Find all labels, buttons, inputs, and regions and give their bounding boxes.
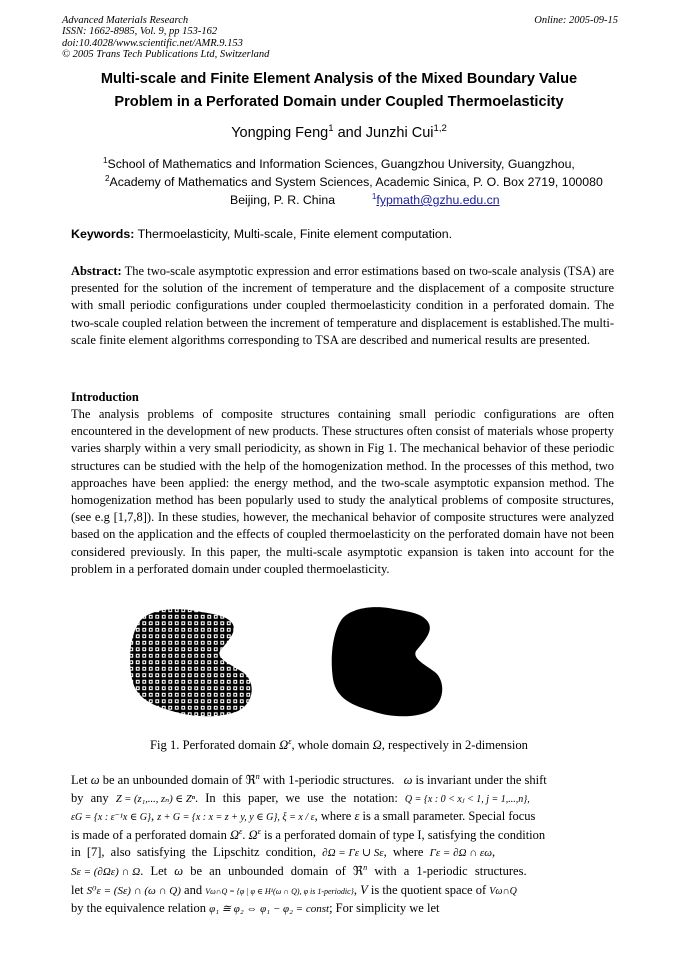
t: ; For simplicity we let <box>329 901 440 916</box>
paper-title <box>40 68 638 114</box>
figure-caption <box>0 738 678 753</box>
caption-omega: Ω <box>372 738 382 752</box>
perforated-domain-figure <box>128 607 258 719</box>
t: let <box>71 882 87 897</box>
abstract-text: The two-scale asymptotic expression and error estimations based on two-scale analysis (TSA) are presented for the solution of the increment of temperature and the displacement of a composite structure with small periodic configurations under coupled thermoelasticity condition in a perforated domain. The two-scale coupled relation between the increment of temperature and displacement is established.The multi-scale finite element algorithms corresponding to TSA are described and numerical results are presented. <box>71 264 614 347</box>
t: , <box>150 809 158 824</box>
m-Zdef: Z = (z₁,..., zₙ) ∈ Zⁿ <box>115 793 195 805</box>
t: by the equivalence relation <box>71 901 210 916</box>
journal-header <box>62 15 269 61</box>
m-S0: S⁰ε = (Sε) ∩ (ω ∩ Q) <box>86 884 181 897</box>
affiliation-city: Beijing, P. R. China <box>230 193 336 207</box>
caption-eps-sup: ε <box>288 736 292 746</box>
t: by any <box>71 790 116 805</box>
online-date: Online: 2005-09-15 <box>534 15 618 26</box>
affiliation-1-text: School of Mathematics and Information Sciences, Guangzhou University, Guangzhou, <box>107 157 575 171</box>
doi: doi:10.4028/www.scientific.net/AMR.9.153 <box>62 37 243 49</box>
introduction-text: The analysis problems of composite structures containing small periodic configurations are often encountered in the development of new products. These structures often consist of materials whose property varies sharply within a very small periodicity, as shown in Fig 1. The mechanical behavior of these periodic structures can be studied with the help of the homogenization method. In the processes of this method, two approaches have been applied: the energy method, and the two-scale asymptotic expansion method. The homogenization method has been popularly used to study the analytical problems of composite structures, (see e.g [1,7,8]). In these studies, however, the mechanical behavior of composite structures were analyzed based on the application and the effects of coupled thermoelasticity on the perforated domain have not been considered previously. In this paper, the multi-scale asymptotic expansion is taken into account for the problem in a perforated domain under coupled thermoelasticity. <box>71 407 614 576</box>
introduction-heading: Introduction <box>71 390 139 404</box>
m-omega: ω <box>90 773 100 787</box>
t: , where <box>383 845 430 860</box>
m-Omega: Ω <box>229 827 240 842</box>
author-2: Junzhi Cui <box>365 125 434 141</box>
affiliation-city-line <box>230 192 500 208</box>
authors <box>0 125 678 141</box>
title-line-2: Problem in a Perforated Domain under Coupled Thermoelasticity <box>114 94 564 110</box>
affiliation-2 <box>105 174 603 190</box>
t: Let <box>71 773 91 787</box>
m-omega: ω <box>174 863 184 878</box>
t: is invariant under the shift <box>412 773 547 787</box>
caption-omega-eps: Ω <box>279 738 289 752</box>
body-line-3 <box>71 808 614 827</box>
whole-domain-shape <box>332 607 443 716</box>
t: and <box>180 882 206 897</box>
m-n: n <box>255 771 260 781</box>
body-text <box>71 772 614 919</box>
t: , where <box>314 809 355 824</box>
affiliation-2-sup: 2 <box>105 173 110 183</box>
body-line-2 <box>71 790 614 809</box>
m-n: n <box>363 862 368 872</box>
m-eps-sup: ε <box>257 826 261 836</box>
abstract-label: Abstract: <box>71 264 122 278</box>
caption-part-1: Fig 1. Perforated domain <box>150 738 280 752</box>
author-2-sup: 1,2 <box>433 123 447 135</box>
m-epsG: εG = {x : ε⁻¹x ∈ G} <box>71 812 151 824</box>
affiliation-1-sup: 1 <box>103 155 108 165</box>
author-1-sup: 1 <box>328 123 334 135</box>
t: is a small parameter. Special focus <box>359 809 536 824</box>
body-line-8 <box>71 900 614 919</box>
t: , <box>492 845 496 860</box>
abstract <box>71 263 614 349</box>
m-boundary: ∂Ω = Γε ∪ Sε <box>322 847 384 860</box>
body-line-7 <box>71 882 614 901</box>
caption-part-3: , respectively in 2-dimension <box>381 738 528 752</box>
issn: ISSN: 1662-8985, Vol. 9, pp 153-162 <box>62 26 218 38</box>
t: . In this paper, we use the notation: <box>194 790 405 805</box>
m-Rn: ℜ <box>245 773 256 787</box>
t: is made of a perforated domain <box>71 827 230 842</box>
t: , <box>353 882 361 897</box>
journal-name: Advanced Materials Research <box>62 15 189 26</box>
m-Vwq: Vω∩Q <box>489 885 517 897</box>
m-S: Sε = (∂Ωε) ∩ Ω <box>71 865 141 878</box>
affiliation-2-text: Academy of Mathematics and System Sciences, Academic Sinica, P. O. Box 2719, 100080 <box>109 175 603 189</box>
t: in [7], also satisfying the Lipschitz condition, <box>71 845 323 860</box>
body-line-1 <box>71 772 614 790</box>
t: is a perforated domain of type I, satisfying the condition <box>260 827 546 842</box>
keywords <box>71 227 452 241</box>
m-V: V <box>360 882 368 897</box>
m-Rn: ℜ <box>352 863 364 878</box>
t: with a 1-periodic structures. <box>367 863 527 878</box>
author-and: and <box>333 125 366 141</box>
m-eps-sup: ε <box>239 826 243 836</box>
author-1: Yongping Feng <box>231 125 329 141</box>
m-equiv: φ₁ ≅ φ₂ ⇔ φ₁ − φ₂ = const <box>209 903 330 916</box>
title-line-1: Multi-scale and Finite Element Analysis of the Mixed Boundary Value <box>100 71 578 87</box>
keywords-text: Thermoelasticity, Multi-scale, Finite element computation. <box>134 227 453 241</box>
m-Vspace: Vω∩Q = {φ | φ ∈ H¹(ω ∩ Q), φ is 1-periodic} <box>205 886 354 896</box>
keywords-label: Keywords: <box>71 227 135 241</box>
email-sup: 1 <box>371 191 377 201</box>
copyright: © 2005 Trans Tech Publications Ltd, Switzerland <box>62 49 270 61</box>
t: is the quotient space of <box>367 882 490 897</box>
m-Qdef: Q = {x : 0 < xⱼ < 1, j = 1,...,n}, <box>404 793 530 805</box>
t: . <box>242 827 249 842</box>
whole-domain-figure <box>330 605 445 720</box>
body-line-6 <box>71 863 614 882</box>
caption-part-2: , whole domain <box>291 738 373 752</box>
t: with 1-periodic structures. <box>259 773 398 787</box>
t: be an unbounded domain of <box>183 863 353 878</box>
m-eps: ε <box>354 809 360 824</box>
perforated-domain-shape <box>130 609 252 716</box>
affiliation-1 <box>103 156 575 172</box>
t: . Let <box>140 863 175 878</box>
m-gamma: Γε = ∂Ω ∩ εω <box>429 847 493 860</box>
m-zG: z + G = {x : x = z + y, y ∈ G}, ξ = x / ε <box>157 812 315 824</box>
body-line-4 <box>71 827 614 845</box>
m-omega: ω <box>403 773 413 787</box>
body-line-5 <box>71 844 614 863</box>
m-Omega: Ω <box>248 827 258 842</box>
email-link[interactable]: fypmath@gzhu.edu.cn <box>376 193 500 207</box>
t: be an unbounded domain of <box>99 773 246 787</box>
